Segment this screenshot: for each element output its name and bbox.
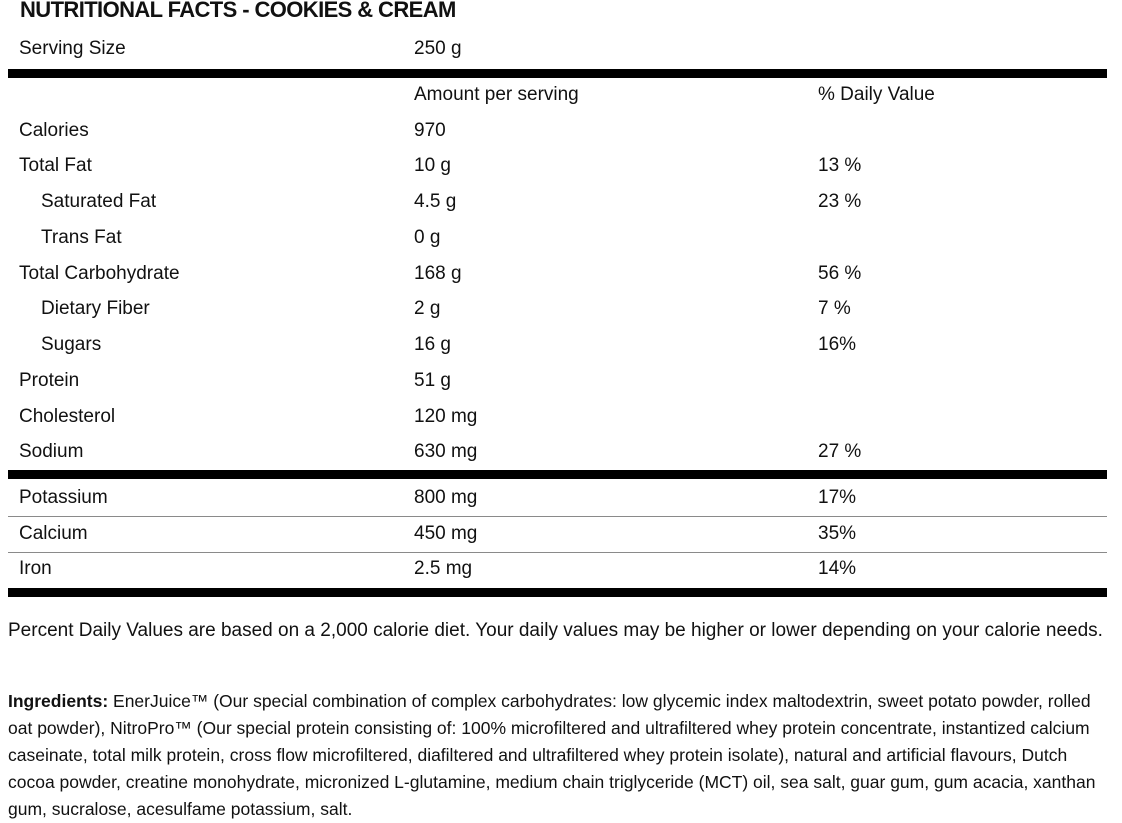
nutrient-row-sodium [0,440,1122,464]
nutrient-amount: 51 g [414,370,451,391]
nutrient-name: Iron [19,558,52,579]
nutrient-row-cholesterol [0,405,1122,429]
nutrient-daily-value: 17% [818,487,857,508]
nutrient-amount: 800 mg [414,487,478,508]
nutrient-row-protein [0,369,1122,393]
nutrient-amount: 630 mg [414,441,478,462]
nutrient-amount: 120 mg [414,406,478,427]
nutrient-name: Sugars [41,334,102,355]
daily-value-header: % Daily Value [818,84,935,105]
page-title: NUTRITIONAL FACTS - COOKIES & CREAM [20,0,456,22]
nutrient-daily-value: 16% [818,334,857,355]
nutrient-daily-value: 14% [818,558,857,579]
nutrient-daily-value: 35% [818,523,857,544]
row-separator [8,516,1107,517]
daily-value-footnote: Percent Daily Values are based on a 2,000 calorie diet. Your daily values may be higher or lower depending on your calorie needs. [8,620,1103,641]
mineral-row-iron [0,557,1122,581]
nutrient-name: Total Carbohydrate [19,263,180,284]
mineral-row-calcium [0,522,1122,546]
nutrient-name: Dietary Fiber [41,298,150,319]
nutrient-row-calories [0,119,1122,143]
nutrient-name: Cholesterol [19,406,116,427]
nutrient-amount: 450 mg [414,523,478,544]
row-separator [8,552,1107,553]
nutrient-daily-value: 27 % [818,441,862,462]
nutrient-amount: 4.5 g [414,191,457,212]
nutrient-daily-value: 23 % [818,191,862,212]
ingredients-label: Ingredients: [8,691,109,711]
nutrient-row-trans-fat [0,226,1122,250]
nutrient-row-saturated-fat [0,190,1122,214]
nutrient-name: Saturated Fat [41,191,157,212]
nutrient-name: Sodium [19,441,84,462]
column-header-row [0,83,1122,107]
nutrient-row-sugars [0,333,1122,357]
nutrient-amount: 10 g [414,155,451,176]
serving-size-value: 250 g [414,38,462,59]
nutrient-daily-value: 13 % [818,155,862,176]
nutrient-daily-value: 7 % [818,298,851,319]
amount-header: Amount per serving [414,84,579,105]
nutrient-name: Trans Fat [41,227,122,248]
nutrient-amount: 2 g [414,298,441,319]
serving-size-row [0,37,1122,61]
nutrient-name: Potassium [19,487,108,508]
section-divider-middle [8,470,1107,479]
nutrient-amount: 0 g [414,227,441,248]
ingredients-paragraph [8,688,1114,823]
nutrient-amount: 16 g [414,334,451,355]
nutrient-name: Total Fat [19,155,92,176]
nutrient-daily-value: 56 % [818,263,862,284]
nutrient-amount: 2.5 mg [414,558,473,579]
nutrient-name: Protein [19,370,80,391]
nutrient-row-total-fat [0,154,1122,178]
mineral-row-potassium [0,486,1122,510]
section-divider-top [8,69,1107,78]
nutrient-amount: 168 g [414,263,462,284]
section-divider-bottom [8,588,1107,597]
nutrient-amount: 970 [414,120,446,141]
nutrient-name: Calories [19,120,89,141]
nutrient-row-total-carbohydrate [0,262,1122,286]
ingredients-text: EnerJuice™ (Our special combination of complex carbohydrates: low glycemic index maltodextrin, sweet potato powder, rolled oat powder), NitroPro™ (Our special protein consisting of: 100% microfiltered and ultrafiltered whey protein concentrate, instantized calcium caseinate, total milk protein, cross flow microfiltered, diafiltered and ultrafiltered whey protein isolate), natural and artificial flavours, Dutch cocoa powder, creatine monohydrate, micronized L-glutamine, medium chain triglyceride (MCT) oil, sea salt, guar gum, gum acacia, xanthan gum, sucralose, acesulfame potassium, salt. [8,691,1096,819]
serving-size-label: Serving Size [19,38,126,59]
nutrient-name: Calcium [19,523,88,544]
nutrient-row-dietary-fiber [0,297,1122,321]
